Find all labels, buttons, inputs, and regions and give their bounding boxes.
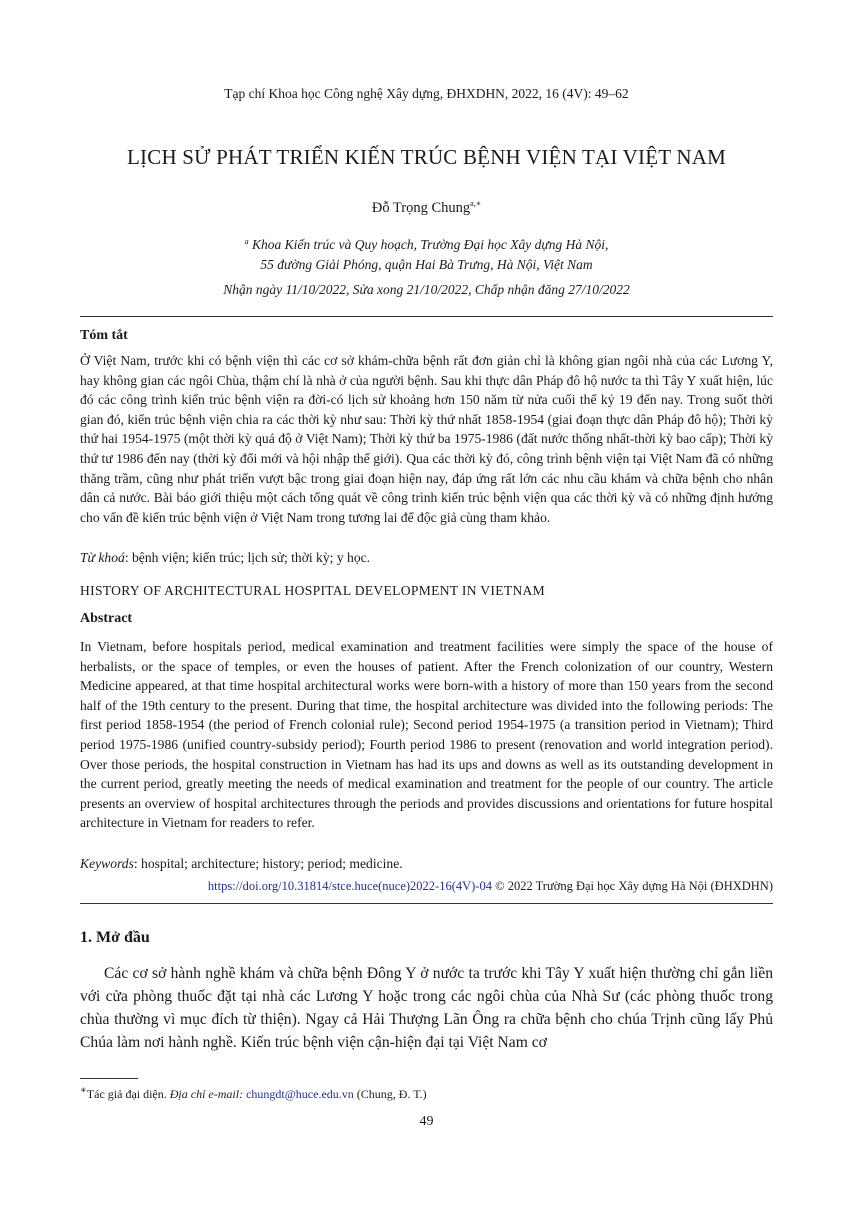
footnote-mark: ∗ <box>80 1085 87 1096</box>
affiliation-mark: a <box>244 237 249 246</box>
abstract-en-heading: Abstract <box>80 611 133 626</box>
received-dates: Nhận ngày 11/10/2022, Sửa xong 21/10/2022, Chấp nhận đăng 27/10/2022 <box>223 282 630 297</box>
footnote <box>80 1085 427 1102</box>
keywords-vn-label: Từ khoá <box>80 550 125 565</box>
keywords-vn <box>80 550 773 566</box>
copyright-text: © 2022 Trường Đại học Xây dựng Hà Nội (ĐHXDHN) <box>495 879 773 893</box>
keywords-en-list: : hospital; architecture; history; period; medicine. <box>133 856 403 871</box>
keywords-en <box>80 856 773 872</box>
doi-line <box>208 879 773 894</box>
keywords-vn-list: : bệnh viện; kiến trúc; lịch sử; thời kỳ; y học. <box>124 550 371 565</box>
footnote-email-link[interactable]: chungdt@huce.edu.vn <box>246 1087 354 1101</box>
footnote-author-name: (Chung, Đ. T.) <box>356 1087 427 1101</box>
abstract-vn-text: Ở Việt Nam, trước khi có bệnh viện thì các cơ sở khám-chữa bệnh rất đơn giản chỉ là không gian ngôi nhà của các Lương Y, hay không gian các ngôi Chùa, thậm chí là nhà ở của người bệnh. Sau khi thực dân Pháp đô hộ nước ta thì Tây Y xuất hiện, lúc đó các công trình kiến trúc bệnh viện ra đời-có lịch sử khoảng hơn 150 năm từ nửa cuối thế kỷ 19 đến nay. Trong suốt thời gian đó, kiến trúc bệnh viện chia ra các thời kỳ như sau: Thời kỳ thứ nhất 1858-1954 (giai đoạn thực dân Pháp đô hộ); Thời kỳ thứ hai 1954-1975 (một thời kỳ quá độ ở Việt Nam); Thời kỳ thứ ba 1975-1986 (đất nước thống nhất-thời kỳ bao cấp); Thời kỳ thứ tư 1986 đến nay (thời kỳ đổi mới và hội nhập thế giới). Qua các thời kỳ đó, công trình bệnh viện tại Việt Nam đã có những thăng trầm, cũng như phát triển vượt bậc trong giai đoạn hiện nay, đáp ứng rất lớn các nhu cầu khám và chữa bệnh cho nhân dân cả nước. Bài báo giới thiệu một cách tổng quát về công trình kiến trúc bệnh viện qua các thời kỳ và có những định hướng cho vấn đề kiến trúc bệnh viện ở Việt Nam trong tương lai để độc giả cùng tham khảo. <box>80 353 773 525</box>
section-body-text: Các cơ sở hành nghề khám và chữa bệnh Đông Y ở nước ta trước khi Tây Y xuất hiện thường chỉ gắn liền với cửa phòng thuốc đặt tại nhà các Lương Y hoặc trong các ngôi chùa của Nhà Sư (các phòng thuốc trong chùa thường vì mục đích từ thiện). Ngay cả Hải Thượng Lãn Ông ra chữa bệnh cho chúa Trịnh cũng lấy Phủ Chúa làm nơi hành nghề. Kiến trúc bệnh viện cận-hiện đại tại Việt Nam cơ <box>80 965 773 1051</box>
affiliation-line-2: 55 đường Giải Phóng, quận Hai Bà Trưng, Hà Nội, Việt Nam <box>260 257 593 272</box>
abstract-vn-heading: Tóm tắt <box>80 328 128 343</box>
author-marks: a,∗ <box>470 199 482 208</box>
author-name: Đỗ Trọng Chung <box>371 200 471 216</box>
doi-link[interactable]: https://doi.org/10.31814/stce.huce(nuce)2022-16(4V)-04 <box>207 879 492 893</box>
affiliation-line-1: Khoa Kiến trúc và Quy hoạch, Trường Đại học Xây dựng Hà Nội, <box>251 237 609 252</box>
author-line <box>0 199 853 217</box>
affiliation <box>0 232 853 275</box>
journal-header: Tạp chí Khoa học Công nghệ Xây dựng, ĐHXDHN, 2022, 16 (4V): 49–62 <box>224 86 629 101</box>
footnote-divider <box>80 1078 138 1079</box>
keywords-en-label: Keywords <box>80 856 134 871</box>
abstract-en-text: In Vietnam, before hospitals period, medical examination and treatment facilities were simply the space of the house of herbalists, or the space of temples, or even the houses of patient. After the French colonization of our country, Western Medicine appeared, at that time hospital architectural works were born-with a history of more than 150 years from the second half of the 19th century to the present. During that time, the hospital architecture was divided into the following periods: The first period 1858-1954 (the period of French colonial rule); Second period 1954-1975 (a transition period in Vietnam); Third period 1975-1986 (unified country-subsidy period); Fourth period 1986 to present (renovation and world integration period). Over those periods, the hospital construction in Vietnam has had its ups and downs as well as its outstanding development in the current period, greatly meeting the needs of medical examination and treatment for the people of our country. The article presents an overview of hospital architectures through the periods and provides discussions and orientations for future hospital architecture in Vietnam for readers to refer. <box>80 639 773 831</box>
section-heading: 1. Mở đầu <box>80 929 150 946</box>
divider-top <box>80 316 773 317</box>
footnote-label: Tác giả đại diện. <box>86 1087 167 1101</box>
footnote-email-label: Địa chỉ e-mail: <box>169 1087 244 1101</box>
english-title: HISTORY OF ARCHITECTURAL HOSPITAL DEVELOPMENT IN VIETNAM <box>80 583 546 598</box>
page-number: 49 <box>419 1114 434 1129</box>
paper-title: LỊCH SỬ PHÁT TRIỂN KIẾN TRÚC BỆNH VIỆN TẠI VIỆT NAM <box>127 145 726 169</box>
divider-bottom <box>80 903 773 904</box>
